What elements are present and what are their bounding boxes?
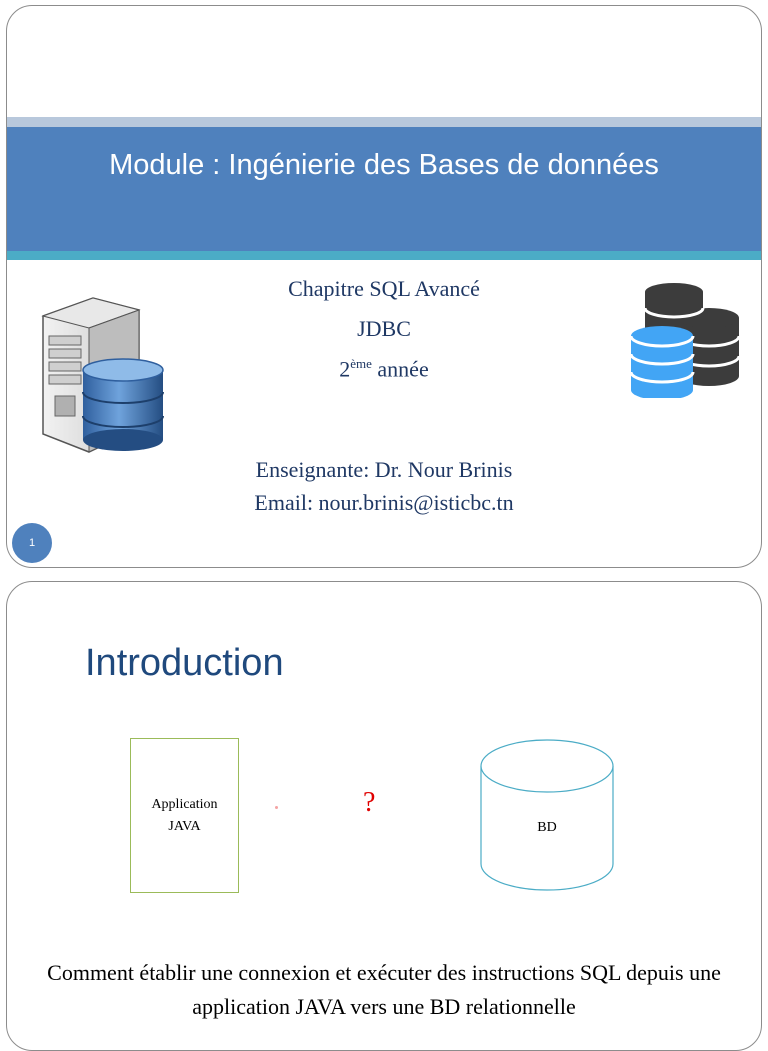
- year-superscript: ème: [350, 356, 372, 371]
- year-line: [7, 356, 761, 382]
- question-text: Comment établir une connexion et exécuter des instructions SQL depuis une application JAVA vers une BD relationnelle: [47, 960, 721, 1019]
- database-cylinder-icon: [479, 736, 615, 896]
- connector-dot: [275, 806, 278, 809]
- question-mark: ?: [363, 787, 376, 818]
- slide-1: [6, 5, 762, 568]
- header-band-top: [7, 117, 761, 127]
- application-java-box: Application JAVA: [130, 738, 239, 893]
- slide-title: Introduction: [85, 642, 284, 684]
- teacher-email: Email: nour.brinis@isticbc.tn: [254, 490, 514, 515]
- topic-title: JDBC: [357, 316, 411, 341]
- year-word: année: [371, 356, 429, 382]
- chapter-title: Chapitre SQL Avancé: [288, 276, 480, 301]
- database-label: BD: [537, 820, 557, 835]
- header-band-bottom: [7, 251, 761, 260]
- year-number: 2: [339, 356, 351, 382]
- header-band: [7, 127, 761, 251]
- teacher-name: Enseignante: Dr. Nour Brinis: [255, 457, 513, 482]
- slide-number-badge: 1: [12, 523, 52, 563]
- slide-2: [6, 581, 762, 1051]
- module-title: Module : Ingénierie des Bases de données: [109, 149, 659, 181]
